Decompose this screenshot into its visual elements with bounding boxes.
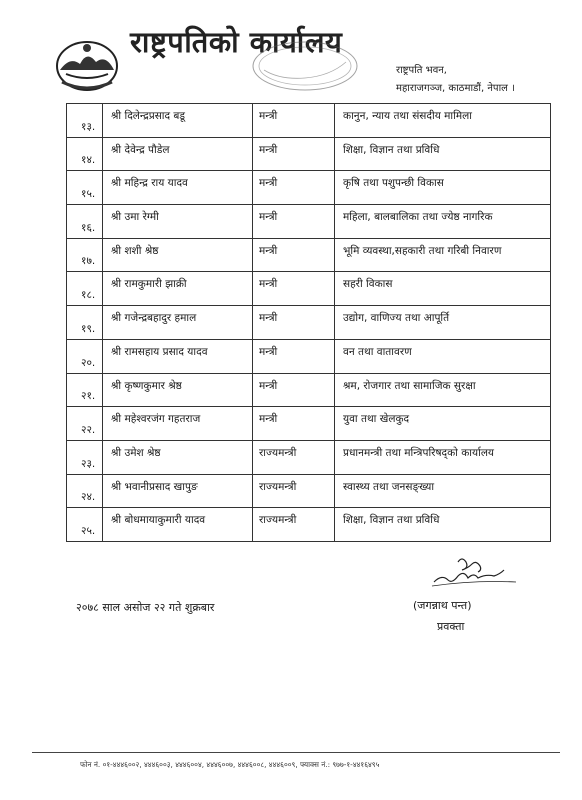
table-row <box>67 474 551 508</box>
table-row <box>67 373 551 407</box>
ministry-cell: प्रधानमन्त्री तथा मन्त्रिपरिषद्को कार्यालय <box>335 440 551 474</box>
post-cell: मन्त्री <box>253 205 335 239</box>
ministry-cell: सहरी विकास <box>335 272 551 306</box>
minister-name-cell: श्री रामसहाय प्रसाद यादव <box>103 339 253 373</box>
minister-name-cell: श्री कृष्णकुमार श्रेष्ठ <box>103 373 253 407</box>
serial-number-cell: २४. <box>67 474 103 508</box>
signer-role: प्रवक्ता <box>437 620 465 633</box>
minister-name-cell: श्री उमा रेग्मी <box>103 205 253 239</box>
post-cell: मन्त्री <box>253 272 335 306</box>
ministry-cell: श्रम, रोजगार तथा सामाजिक सुरक्षा <box>335 373 551 407</box>
post-cell: राज्यमन्त्री <box>253 474 335 508</box>
post-cell: मन्त्री <box>253 171 335 205</box>
ministry-cell: शिक्षा, विज्ञान तथा प्रविधि <box>335 508 551 542</box>
office-title: राष्ट्रपतिको कार्यालय <box>130 25 343 59</box>
post-cell: राज्यमन्त्री <box>253 508 335 542</box>
serial-number-cell: १९. <box>67 306 103 340</box>
minister-name-cell: श्री रामकुमारी झाक्री <box>103 272 253 306</box>
serial-number-cell: २५. <box>67 508 103 542</box>
serial-number-cell: २२. <box>67 407 103 441</box>
minister-name-cell: श्री बोधमायाकुमारी यादव <box>103 508 253 542</box>
post-cell: मन्त्री <box>253 137 335 171</box>
issue-date: २०७८ साल असोज २२ गते शुक्रबार <box>76 601 215 614</box>
serial-number-cell: २०. <box>67 339 103 373</box>
signer-name: (जगन्नाथ पन्त) <box>413 599 472 612</box>
office-seal-stamp <box>250 40 360 98</box>
ministry-cell: कृषि तथा पशुपन्छी विकास <box>335 171 551 205</box>
ministry-cell: वन तथा वातावरण <box>335 339 551 373</box>
footer-divider <box>32 752 560 753</box>
serial-number-cell: १८. <box>67 272 103 306</box>
serial-number-cell: १७. <box>67 238 103 272</box>
office-address <box>396 62 515 98</box>
serial-number-cell: १५. <box>67 171 103 205</box>
minister-name-cell: श्री महिन्द्र राय यादव <box>103 171 253 205</box>
table-row <box>67 238 551 272</box>
table-row <box>67 508 551 542</box>
table-row <box>67 171 551 205</box>
address-line-2: महाराजगञ्ज, काठमाडौं, नेपाल । <box>396 83 515 94</box>
minister-name-cell: श्री भवानीप्रसाद खापुङ <box>103 474 253 508</box>
table-row <box>67 272 551 306</box>
post-cell: राज्यमन्त्री <box>253 440 335 474</box>
handwritten-signature <box>424 552 524 592</box>
minister-name-cell: श्री देवेन्द्र पौडेल <box>103 137 253 171</box>
post-cell: मन्त्री <box>253 373 335 407</box>
post-cell: मन्त्री <box>253 339 335 373</box>
table-row <box>67 137 551 171</box>
address-line-1: राष्ट्रपति भवन, <box>396 65 447 76</box>
post-cell: मन्त्री <box>253 238 335 272</box>
footer-contact: फोन नं. ०१-४४४६००२, ४४४६००३, ४४४६००४, ४४४६००७, ४४४६००८, ४४४६००९, फ्याक्स नं.: ९७७-१-४४१६४९५ <box>80 760 380 769</box>
serial-number-cell: १४. <box>67 137 103 171</box>
serial-number-cell: २३. <box>67 440 103 474</box>
minister-name-cell: श्री शशी श्रेष्ठ <box>103 238 253 272</box>
nepal-emblem-logo <box>52 36 122 94</box>
ministry-cell: महिला, बालबालिका तथा ज्येष्ठ नागरिक <box>335 205 551 239</box>
ministry-cell: युवा तथा खेलकुद <box>335 407 551 441</box>
ministry-cell: भूमि व्यवस्था,सहकारी तथा गरिबी निवारण <box>335 238 551 272</box>
serial-number-cell: १६. <box>67 205 103 239</box>
serial-number-cell: १३. <box>67 104 103 138</box>
ministry-cell: उद्योग, वाणिज्य तथा आपूर्ति <box>335 306 551 340</box>
post-cell: मन्त्री <box>253 104 335 138</box>
post-cell: मन्त्री <box>253 306 335 340</box>
minister-name-cell: श्री दिलेन्द्रप्रसाद बडू <box>103 104 253 138</box>
table-row <box>67 440 551 474</box>
minister-name-cell: श्री महेश्वरजंग गहतराज <box>103 407 253 441</box>
post-cell: मन्त्री <box>253 407 335 441</box>
table-row <box>67 104 551 138</box>
ministry-cell: स्वास्थ्य तथा जनसङ्ख्या <box>335 474 551 508</box>
ministry-cell: शिक्षा, विज्ञान तथा प्रविधि <box>335 137 551 171</box>
minister-name-cell: श्री उमेश श्रेष्ठ <box>103 440 253 474</box>
serial-number-cell: २१. <box>67 373 103 407</box>
table-row <box>67 339 551 373</box>
table-row <box>67 306 551 340</box>
ministry-cell: कानुन, न्याय तथा संसदीय मामिला <box>335 104 551 138</box>
ministers-table <box>66 103 551 542</box>
minister-name-cell: श्री गजेन्द्रबहादुर हमाल <box>103 306 253 340</box>
table-row <box>67 407 551 441</box>
table-row <box>67 205 551 239</box>
